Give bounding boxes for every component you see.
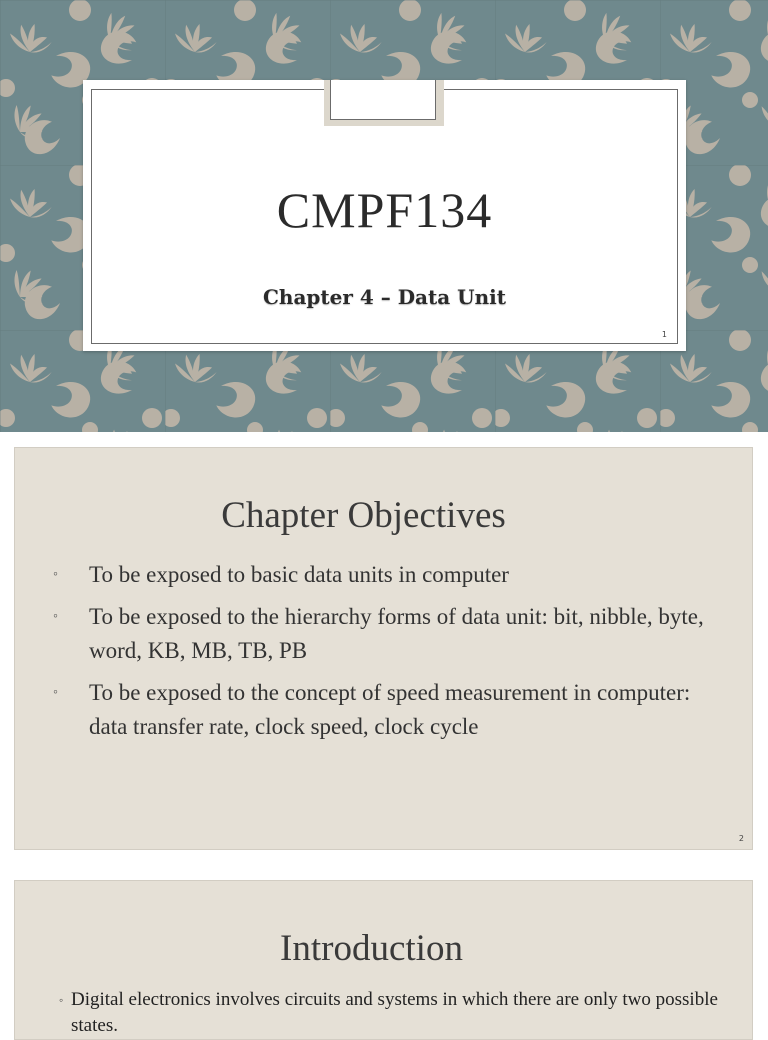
title-slide [0, 0, 768, 432]
list-item-text: To be exposed to the concept of speed measurement in computer: data transfer rate, clock speed, clock cycle [89, 680, 691, 739]
title-card-tab [324, 80, 444, 126]
list-item [53, 676, 713, 744]
list-item [53, 600, 713, 668]
list-item-text: Digital electronics involves circuits and systems in which there are only two possible states. [71, 989, 718, 1036]
introduction-list [59, 987, 719, 1039]
bullet-icon: ◦ [53, 609, 58, 624]
objectives-slide [14, 447, 753, 850]
list-item [59, 987, 719, 1039]
slide-title: Introduction [280, 928, 463, 969]
slide-number: 1 [661, 330, 667, 339]
slide-title: Chapter Objectives [221, 495, 506, 536]
course-title: CMPF134 [276, 182, 493, 238]
introduction-slide [14, 880, 753, 1040]
bullet-icon: ◦ [53, 567, 58, 582]
list-item [53, 558, 713, 592]
title-card-tab-inner [330, 80, 436, 120]
bullet-icon: ◦ [59, 993, 64, 1007]
bullet-icon: ◦ [53, 685, 58, 700]
title-card [83, 80, 686, 351]
chapter-subtitle: Chapter 4 – Data Unit [263, 285, 506, 309]
list-item-text: To be exposed to the hierarchy forms of data unit: bit, nibble, byte, word, KB, MB, TB, PB [89, 604, 704, 663]
list-item-text: To be exposed to basic data units in computer [89, 562, 509, 587]
slide-number: 2 [738, 834, 744, 843]
objectives-list [53, 558, 713, 752]
